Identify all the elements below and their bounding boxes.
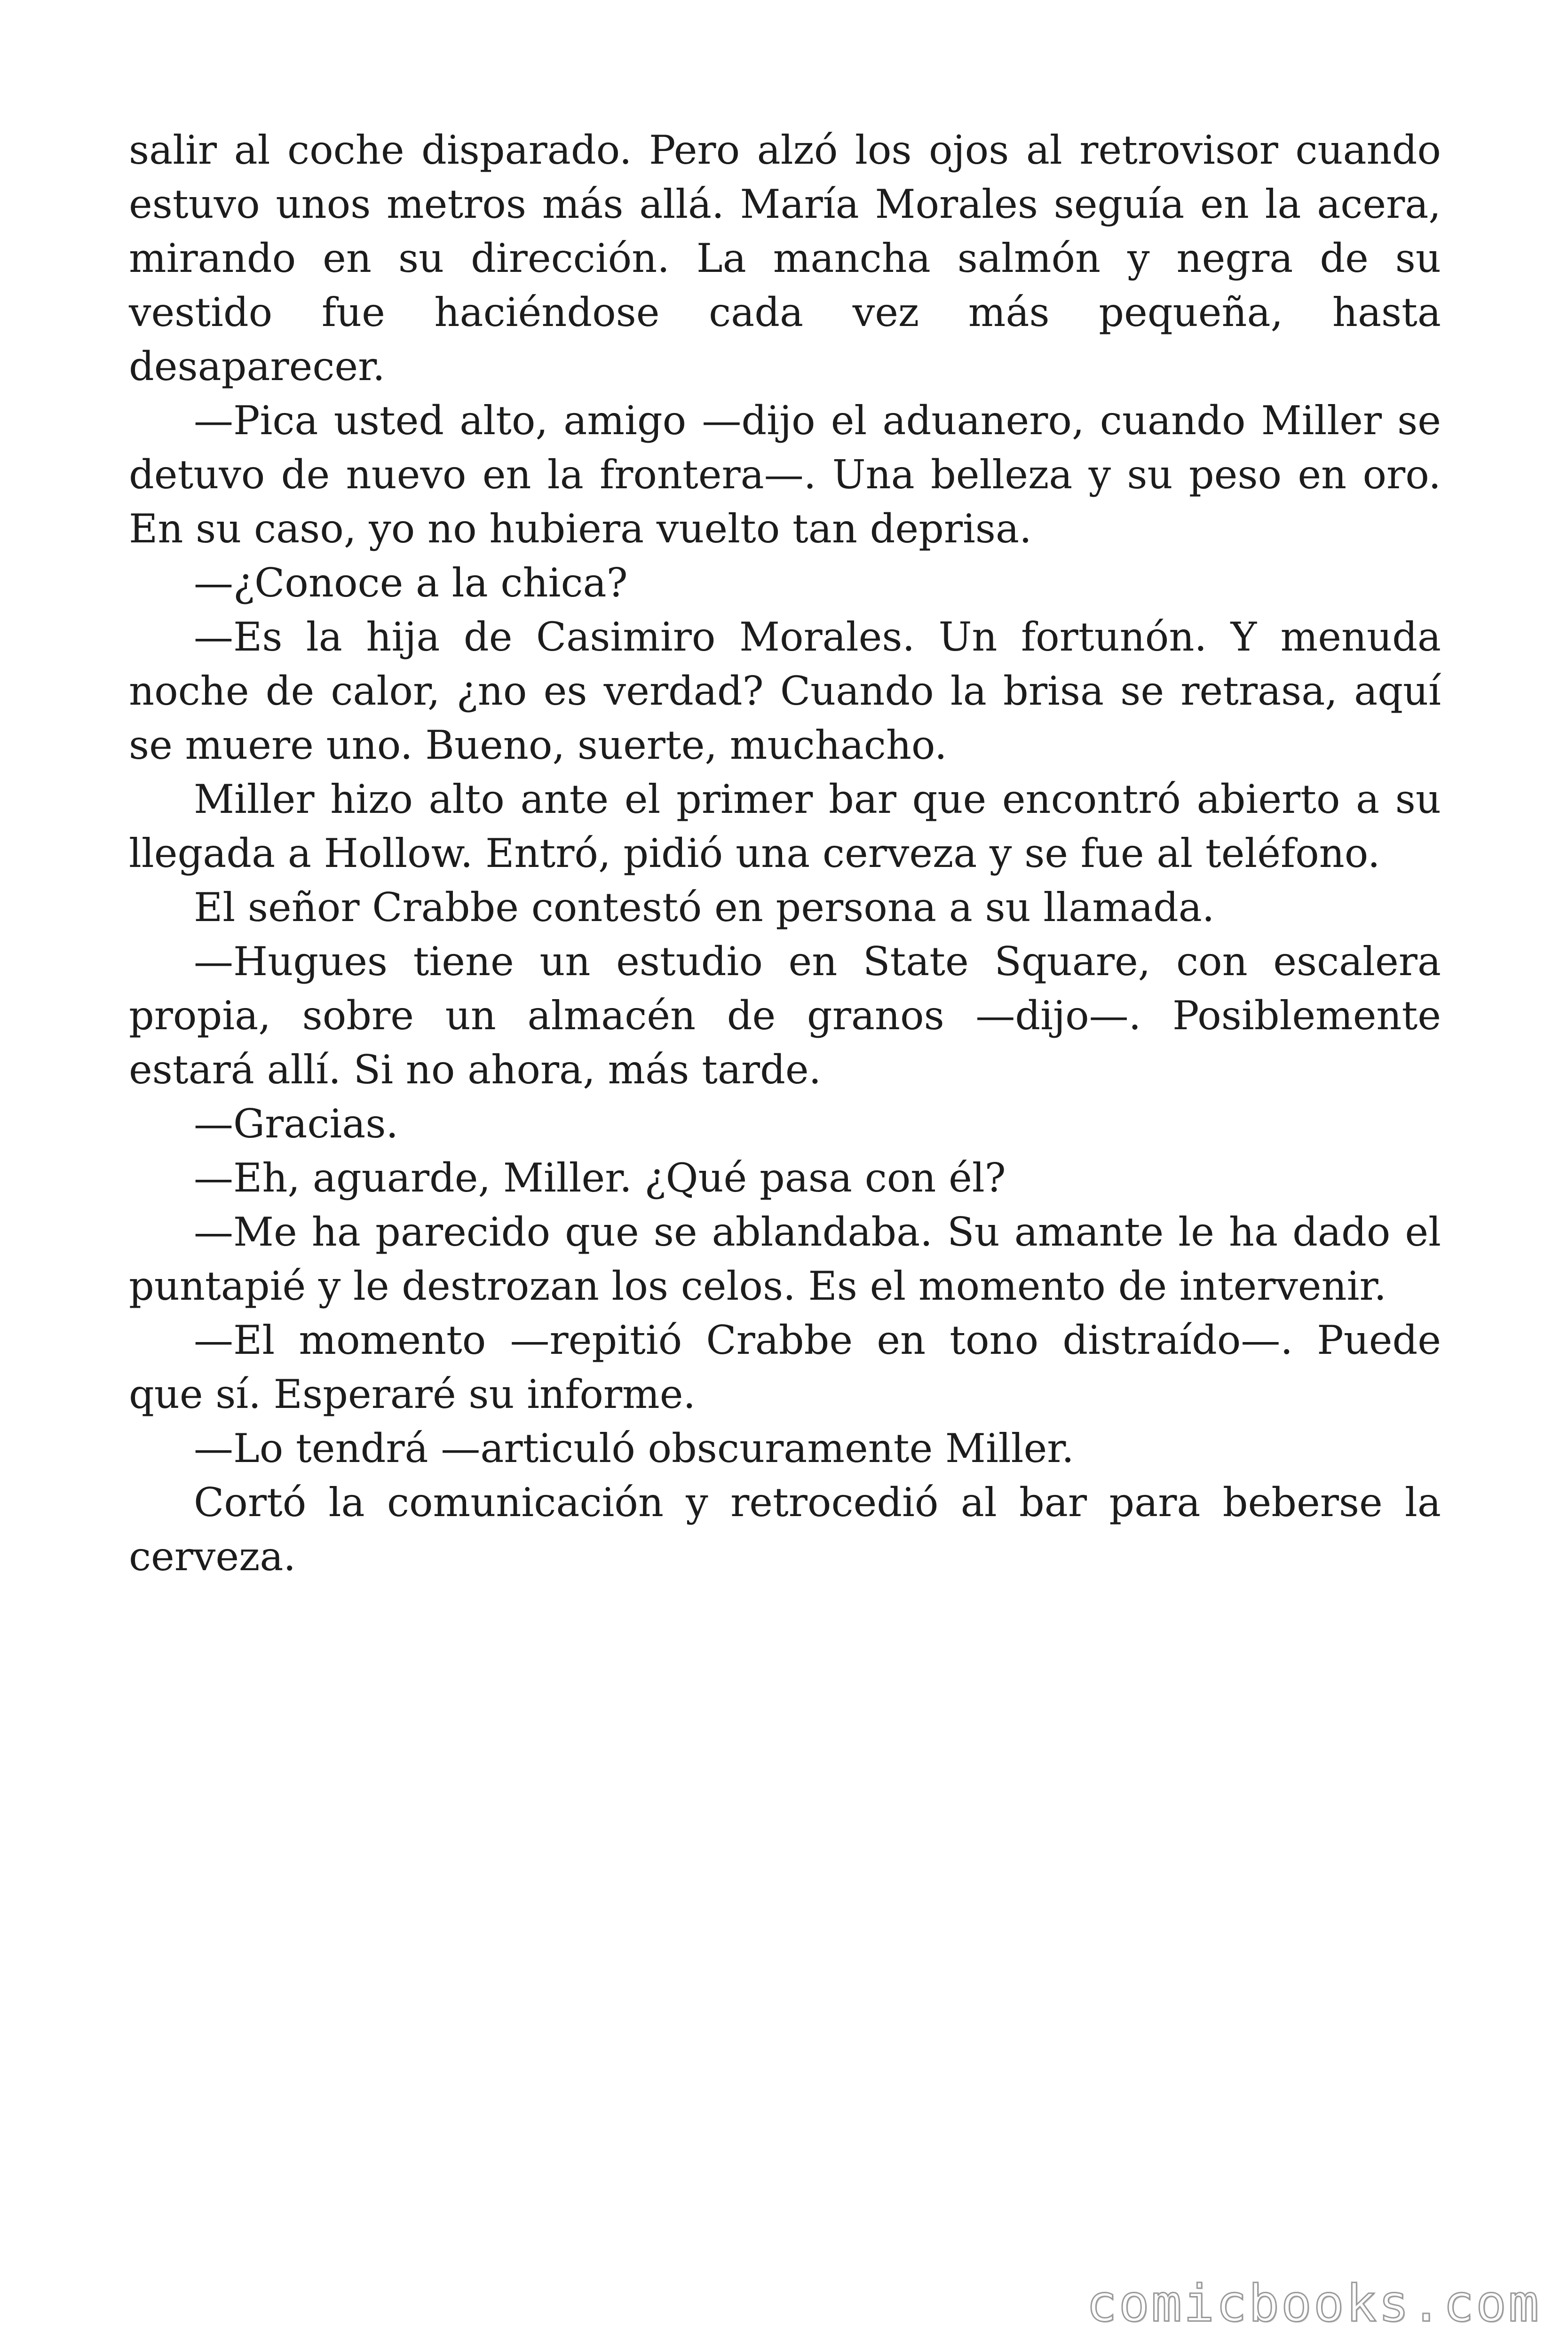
paragraph: El señor Crabbe contestó en persona a su llamada. — [194, 884, 1215, 930]
paragraph: —Me ha parecido que se ablandaba. Su amante le ha dado el puntapié y le destrozan los celos. Es el momento de intervenir. — [129, 1209, 1441, 1309]
paragraph: Cortó la comunicación y retrocedió al bar para beberse la cerveza. — [129, 1479, 1441, 1580]
paragraph: —Es la hija de Casimiro Morales. Un fortunón. Y menuda noche de calor, ¿no es verdad? Cuando la brisa se retrasa, aquí se muere uno. Bueno, suerte, muchacho. — [129, 614, 1441, 768]
paragraph: —¿Conoce a la chica? — [194, 560, 628, 606]
paragraph: —Pica usted alto, amigo —dijo el aduanero, cuando Miller se detuvo de nuevo en la frontera—. Una belleza y su peso en oro. En su caso, yo no hubiera vuelto tan deprisa. — [129, 397, 1441, 552]
watermark: comicbooks.com — [1086, 2274, 1541, 2333]
page-body — [129, 123, 1441, 1584]
paragraph: —Lo tendrá —articuló obscuramente Miller. — [194, 1425, 1074, 1471]
paragraph: salir al coche disparado. Pero alzó los ojos al retrovisor cuando estuvo unos metros más allá. María Morales seguía en la acera, mirando en su dirección. La mancha salmón y negra de su vestido fue haciéndose cada vez más pequeña, hasta desaparecer. — [129, 127, 1441, 389]
paragraph: —Gracias. — [194, 1101, 399, 1147]
paragraph: —Hugues tiene un estudio en State Square, con escalera propia, sobre un almacén de granos —dijo—. Posiblemente estará allí. Si no ahora, más tarde. — [129, 938, 1441, 1093]
paragraph: —Eh, aguarde, Miller. ¿Qué pasa con él? — [194, 1155, 1006, 1201]
paragraph: Miller hizo alto ante el primer bar que encontró abierto a su llegada a Hollow. Entró, pidió una cerveza y se fue al teléfono. — [129, 776, 1441, 876]
paragraph: —El momento —repitió Crabbe en tono distraído—. Puede que sí. Esperaré su informe. — [129, 1317, 1441, 1417]
